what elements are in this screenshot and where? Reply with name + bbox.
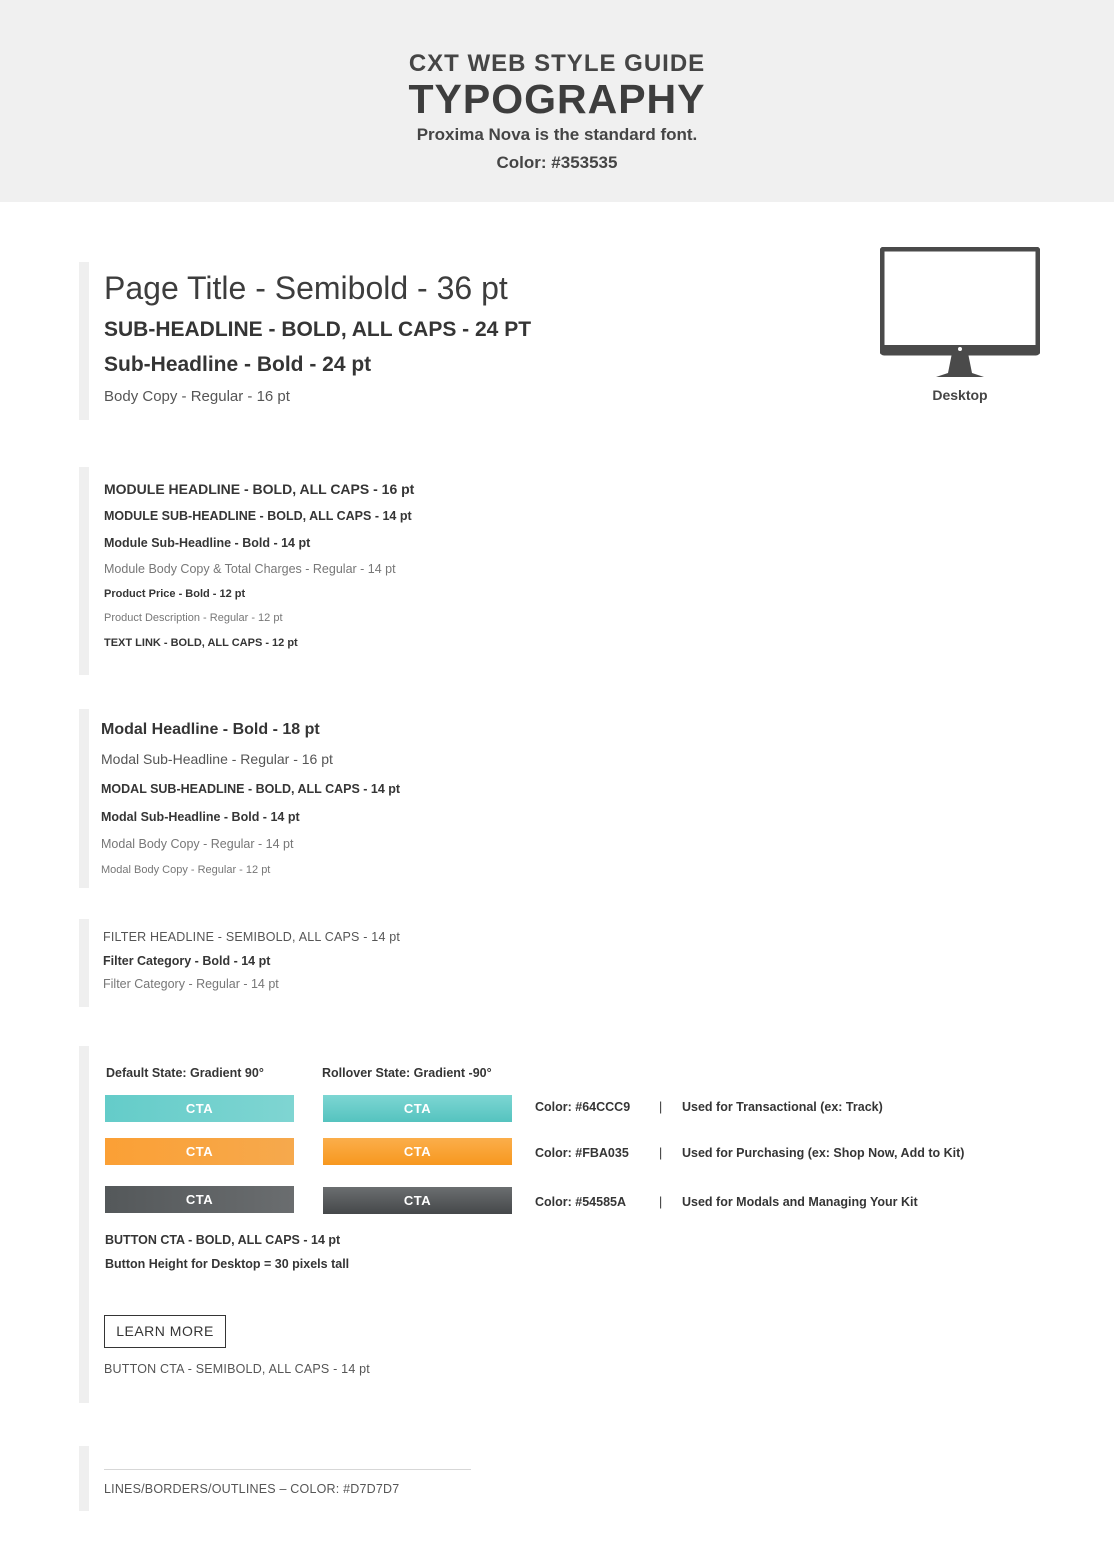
section-bar-buttons	[79, 1046, 89, 1403]
sample-module-headline: MODULE HEADLINE - BOLD, ALL CAPS - 16 pt	[104, 481, 415, 497]
sample-modal-sub-bold: Modal Sub-Headline - Bold - 14 pt	[101, 810, 300, 824]
sample-filter-category-regular: Filter Category - Regular - 14 pt	[103, 977, 279, 991]
teal-usage: Used for Transactional (ex: Track)	[682, 1100, 883, 1114]
grey-usage: Used for Modals and Managing Your Kit	[682, 1195, 918, 1209]
section-bar-page	[79, 262, 89, 420]
separator: |	[659, 1195, 663, 1209]
sample-module-sub-bold: Module Sub-Headline - Bold - 14 pt	[104, 536, 311, 550]
separator: |	[659, 1100, 663, 1114]
orange-color-label: Color: #FBA035	[535, 1146, 629, 1160]
desktop-monitor-icon	[880, 247, 1040, 382]
secondary-button-spec: BUTTON CTA - SEMIBOLD, ALL CAPS - 14 pt	[104, 1362, 370, 1376]
default-state-label: Default State: Gradient 90°	[106, 1066, 264, 1080]
sample-sub-headline-bold: Sub-Headline - Bold - 24 pt	[104, 353, 372, 376]
sample-modal-body-14: Modal Body Copy - Regular - 14 pt	[101, 837, 294, 851]
teal-color-label: Color: #64CCC9	[535, 1100, 631, 1114]
section-bar-modal	[79, 709, 89, 888]
grey-color-label: Color: #54585A	[535, 1195, 627, 1209]
cta-grey-default-button[interactable]: CTA	[105, 1186, 294, 1213]
header-banner	[0, 0, 1114, 202]
color-note: Color: #353535	[496, 153, 618, 172]
sample-product-price: Product Price - Bold - 12 pt	[104, 588, 246, 600]
sample-modal-body-12: Modal Body Copy - Regular - 12 pt	[101, 864, 271, 876]
section-bar-module	[79, 467, 89, 675]
section-bar-filter	[79, 919, 89, 1007]
cta-orange-rollover-button[interactable]: CTA	[323, 1138, 512, 1165]
section-bar-lines	[79, 1446, 89, 1511]
button-height-spec: Button Height for Desktop = 30 pixels tall	[105, 1257, 350, 1271]
separator: |	[659, 1146, 663, 1160]
section-title: TYPOGRAPHY	[408, 76, 706, 122]
sample-sub-headline-caps: SUB-HEADLINE - BOLD, ALL CAPS - 24 PT	[104, 318, 532, 341]
lines-color-note: LINES/BORDERS/OUTLINES – COLOR: #D7D7D7	[104, 1482, 400, 1496]
border-sample-line	[104, 1469, 471, 1470]
sample-modal-sub-caps: MODAL SUB-HEADLINE - BOLD, ALL CAPS - 14 pt	[101, 782, 401, 796]
rollover-state-label: Rollover State: Gradient -90°	[322, 1066, 492, 1080]
guide-title: CXT WEB STYLE GUIDE	[408, 50, 706, 77]
orange-usage: Used for Purchasing (ex: Shop Now, Add to Kit)	[682, 1146, 965, 1160]
font-note: Proxima Nova is the standard font.	[416, 125, 698, 144]
sample-body-copy: Body Copy - Regular - 16 pt	[104, 388, 290, 405]
desktop-block	[880, 247, 1040, 407]
learn-more-button[interactable]: LEARN MORE	[104, 1315, 226, 1348]
sample-text-link: TEXT LINK - BOLD, ALL CAPS - 12 pt	[104, 637, 298, 649]
sample-module-sub-caps: MODULE SUB-HEADLINE - BOLD, ALL CAPS - 14 pt	[104, 509, 412, 523]
sample-product-description: Product Description - Regular - 12 pt	[104, 612, 283, 624]
button-style-spec: BUTTON CTA - BOLD, ALL CAPS - 14 pt	[105, 1233, 341, 1247]
sample-filter-headline: FILTER HEADLINE - SEMIBOLD, ALL CAPS - 14 pt	[103, 930, 401, 944]
sample-module-body: Module Body Copy & Total Charges - Regular - 14 pt	[104, 562, 396, 576]
device-label: Desktop	[932, 387, 988, 403]
cta-teal-default-button[interactable]: CTA	[105, 1095, 294, 1122]
cta-teal-rollover-button[interactable]: CTA	[323, 1095, 512, 1122]
sample-filter-category-bold: Filter Category - Bold - 14 pt	[103, 954, 271, 968]
cta-grey-rollover-button[interactable]: CTA	[323, 1187, 512, 1214]
sample-modal-headline: Modal Headline - Bold - 18 pt	[101, 721, 320, 738]
sample-modal-sub-regular: Modal Sub-Headline - Regular - 16 pt	[101, 751, 333, 767]
cta-orange-default-button[interactable]: CTA	[105, 1138, 294, 1165]
sample-page-title: Page Title - Semibold - 36 pt	[104, 270, 508, 306]
